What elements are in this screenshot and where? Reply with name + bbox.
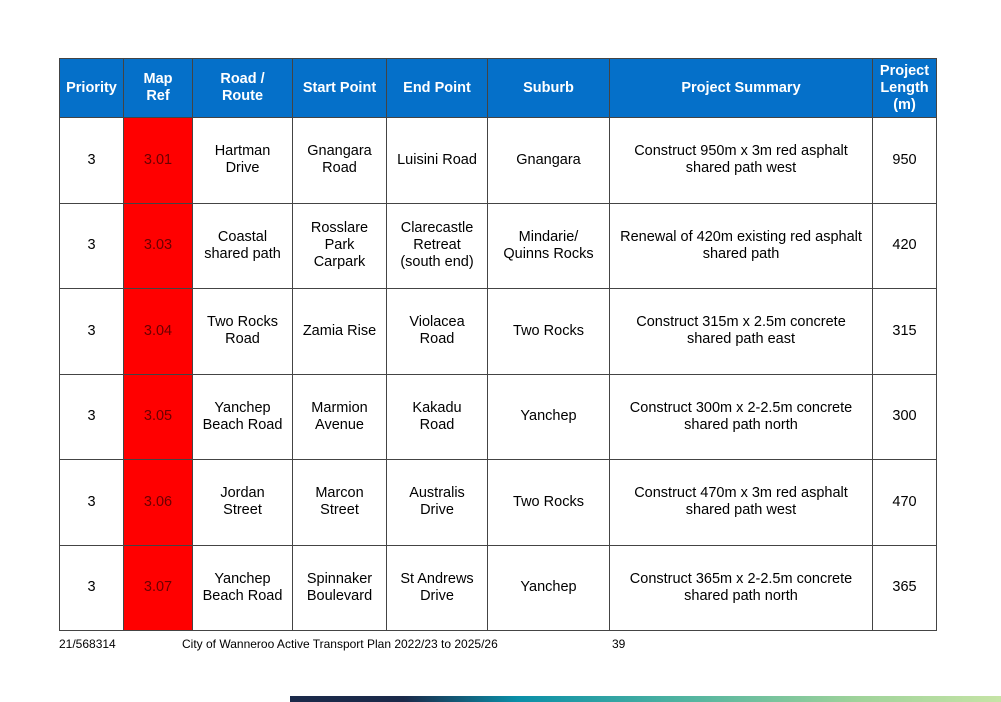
cell-project-length: 470	[873, 460, 937, 546]
header-project-summary: Project Summary	[610, 59, 873, 118]
cell-road-route: Two Rocks Road	[193, 289, 293, 375]
cell-suburb: Yanchep	[488, 545, 610, 631]
cell-map-ref: 3.01	[124, 118, 193, 204]
cell-project-summary: Construct 315m x 2.5m concrete shared path east	[610, 289, 873, 375]
header-priority: Priority	[60, 59, 124, 118]
cell-map-ref: 3.05	[124, 374, 193, 460]
header-row	[60, 59, 937, 118]
cell-project-length: 365	[873, 545, 937, 631]
cell-road-route: Coastal shared path	[193, 203, 293, 289]
cell-suburb: Two Rocks	[488, 460, 610, 546]
header-project-length: Project Length (m)	[873, 59, 937, 118]
cell-map-ref: 3.06	[124, 460, 193, 546]
cell-project-length: 950	[873, 118, 937, 204]
cell-project-summary: Construct 950m x 3m red asphalt shared path west	[610, 118, 873, 204]
cell-start-point: Zamia Rise	[293, 289, 387, 375]
cell-priority: 3	[60, 460, 124, 546]
cell-end-point: Clarecastle Retreat (south end)	[387, 203, 488, 289]
cell-road-route: Yanchep Beach Road	[193, 374, 293, 460]
cell-project-length: 420	[873, 203, 937, 289]
cell-end-point: Violacea Road	[387, 289, 488, 375]
header-road-route: Road / Route	[193, 59, 293, 118]
table-row	[60, 374, 937, 460]
cell-start-point: Gnangara Road	[293, 118, 387, 204]
cell-priority: 3	[60, 203, 124, 289]
cell-start-point: Marmion Avenue	[293, 374, 387, 460]
cell-project-length: 300	[873, 374, 937, 460]
cell-start-point: Rosslare Park Carpark	[293, 203, 387, 289]
footer-title: City of Wanneroo Active Transport Plan 2022/23 to 2025/26	[182, 637, 498, 651]
cell-end-point: Kakadu Road	[387, 374, 488, 460]
table-row	[60, 460, 937, 546]
cell-start-point: Marcon Street	[293, 460, 387, 546]
header-suburb: Suburb	[488, 59, 610, 118]
cell-suburb: Two Rocks	[488, 289, 610, 375]
cell-road-route: Hartman Drive	[193, 118, 293, 204]
header-start-point: Start Point	[293, 59, 387, 118]
cell-project-summary: Construct 365m x 2-2.5m concrete shared path north	[610, 545, 873, 631]
cell-suburb: Gnangara	[488, 118, 610, 204]
cell-project-length: 315	[873, 289, 937, 375]
cell-project-summary: Construct 300m x 2-2.5m concrete shared path north	[610, 374, 873, 460]
cell-end-point: Luisini Road	[387, 118, 488, 204]
cell-suburb: Mindarie/ Quinns Rocks	[488, 203, 610, 289]
cell-road-route: Jordan Street	[193, 460, 293, 546]
cell-priority: 3	[60, 545, 124, 631]
cell-map-ref: 3.03	[124, 203, 193, 289]
header-map-ref: Map Ref	[124, 59, 193, 118]
cell-map-ref: 3.07	[124, 545, 193, 631]
cell-project-summary: Construct 470m x 3m red asphalt shared path west	[610, 460, 873, 546]
cell-priority: 3	[60, 289, 124, 375]
cell-project-summary: Renewal of 420m existing red asphalt shared path	[610, 203, 873, 289]
project-table	[59, 58, 937, 631]
cell-road-route: Yanchep Beach Road	[193, 545, 293, 631]
footer-color-band	[290, 696, 1001, 702]
footer-page-number: 39	[612, 637, 626, 651]
cell-suburb: Yanchep	[488, 374, 610, 460]
table-row	[60, 289, 937, 375]
cell-start-point: Spinnaker Boulevard	[293, 545, 387, 631]
cell-end-point: St Andrews Drive	[387, 545, 488, 631]
header-end-point: End Point	[387, 59, 488, 118]
footer-doc-ref: 21/568314	[59, 637, 116, 651]
table-row	[60, 545, 937, 631]
table-row	[60, 118, 937, 204]
cell-priority: 3	[60, 118, 124, 204]
cell-priority: 3	[60, 374, 124, 460]
table-row	[60, 203, 937, 289]
cell-end-point: Australis Drive	[387, 460, 488, 546]
cell-map-ref: 3.04	[124, 289, 193, 375]
